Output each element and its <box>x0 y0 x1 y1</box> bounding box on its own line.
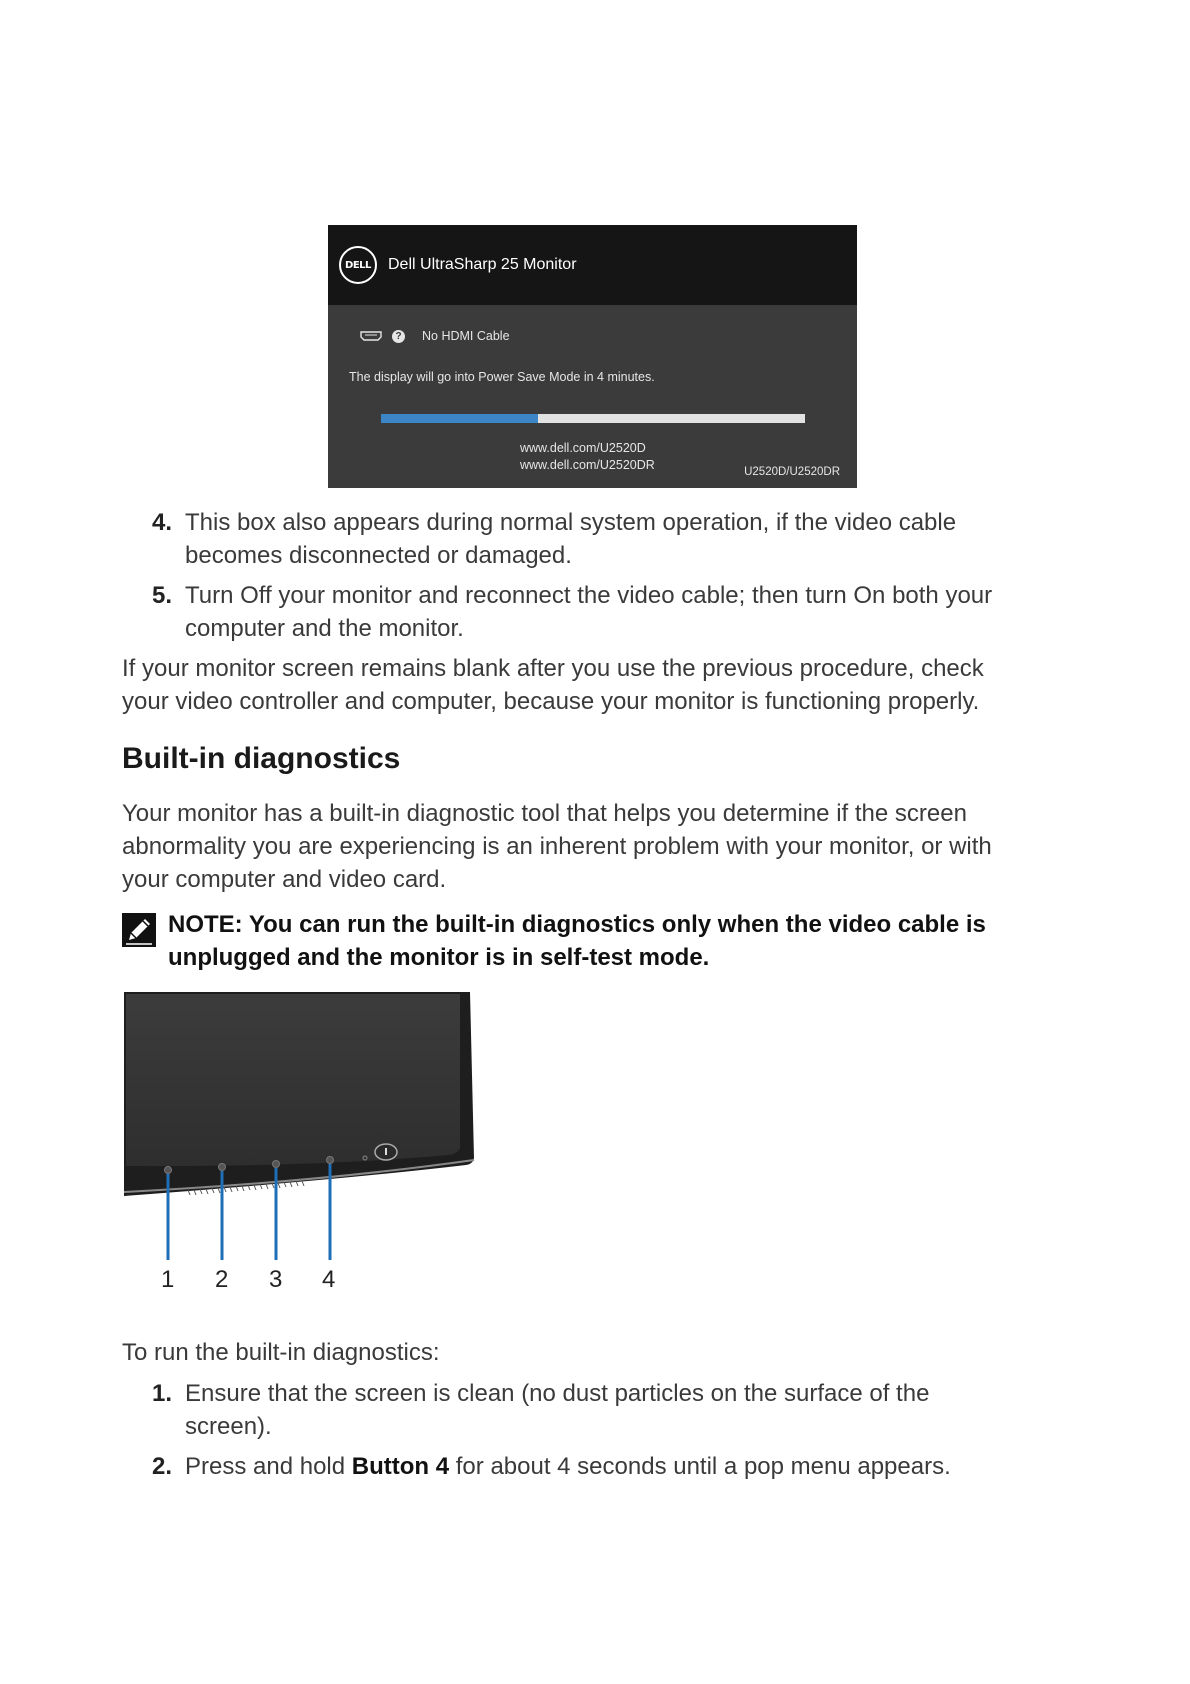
monitor-button-3 <box>273 1161 280 1168</box>
step-5-number: 5. <box>152 582 173 609</box>
step-2-button-4: Button 4 <box>351 1453 450 1480</box>
run-diagnostics-intro: To run the built-in diagnostics: <box>122 1339 440 1366</box>
note-text <box>168 908 1088 974</box>
step-2-text <box>185 1450 951 1483</box>
dell-logo: DELL <box>339 246 377 284</box>
osd-model: U2520D/U2520DR <box>744 466 840 478</box>
section-heading: Built-in diagnostics <box>122 742 401 775</box>
blank-screen-paragraph-line-2: your video controller and computer, because your monitor is functioning properly. <box>122 688 980 715</box>
osd-url-2: www.dell.com/U2520DR <box>520 458 655 472</box>
monitor-button-4 <box>327 1157 334 1164</box>
step-2-pre: Press and hold <box>185 1453 352 1480</box>
step-4-line-2: becomes disconnected or damaged. <box>185 542 572 569</box>
note-line-1: NOTE: You can run the built-in diagnostics only when the video cable is <box>168 911 986 938</box>
osd-progress-bar <box>381 414 805 423</box>
osd-cable-status: No HDMI Cable <box>422 329 510 343</box>
diagnostics-paragraph-line-3: your computer and video card. <box>122 866 447 893</box>
osd-header <box>328 225 857 305</box>
osd-power-save-message: The display will go into Power Save Mode in 4 minutes. <box>349 370 655 384</box>
osd-cable-row <box>360 329 510 343</box>
note-line-2: unplugged and the monitor is in self-test mode. <box>168 944 710 971</box>
osd-dialog <box>328 225 857 488</box>
osd-urls <box>520 440 655 474</box>
monitor-screen <box>126 994 460 1166</box>
step-1-number: 1. <box>152 1380 173 1407</box>
diagnostics-paragraph-line-1: Your monitor has a built-in diagnostic tool that helps you determine if the screen <box>122 800 967 827</box>
help-icon: ? <box>392 330 405 343</box>
osd-title: Dell UltraSharp 25 Monitor <box>388 256 577 273</box>
step-4-line-1: This box also appears during normal system operation, if the video cable <box>185 509 957 536</box>
step-2-number: 2. <box>152 1453 173 1480</box>
button-label-2: 2 <box>215 1266 229 1293</box>
step-1-line-1: Ensure that the screen is clean (no dust particles on the surface of the <box>185 1380 930 1407</box>
step-4-number: 4. <box>152 509 173 536</box>
button-label-4: 4 <box>322 1266 336 1293</box>
diagnostics-paragraph-line-2: abnormality you are experiencing is an inherent problem with your monitor, or with <box>122 833 992 860</box>
step-5-line-2: computer and the monitor. <box>185 615 464 642</box>
step-5-line-1: Turn Off your monitor and reconnect the video cable; then turn On both your <box>185 582 993 609</box>
monitor-buttons-figure <box>118 992 478 1300</box>
step-1-line-2: screen). <box>185 1413 272 1440</box>
monitor-button-2 <box>219 1164 226 1171</box>
note-pencil-icon <box>122 913 156 947</box>
blank-screen-paragraph-line-1: If your monitor screen remains blank after you use the previous procedure, check <box>122 655 984 682</box>
monitor-button-1 <box>165 1167 172 1174</box>
button-label-1: 1 <box>161 1266 175 1293</box>
button-label-3: 3 <box>269 1266 283 1293</box>
hdmi-port-icon <box>360 331 382 341</box>
step-2-post: for about 4 seconds until a pop menu appears. <box>449 1453 951 1480</box>
osd-progress-fill <box>381 414 538 423</box>
osd-url-1: www.dell.com/U2520D <box>520 441 646 455</box>
